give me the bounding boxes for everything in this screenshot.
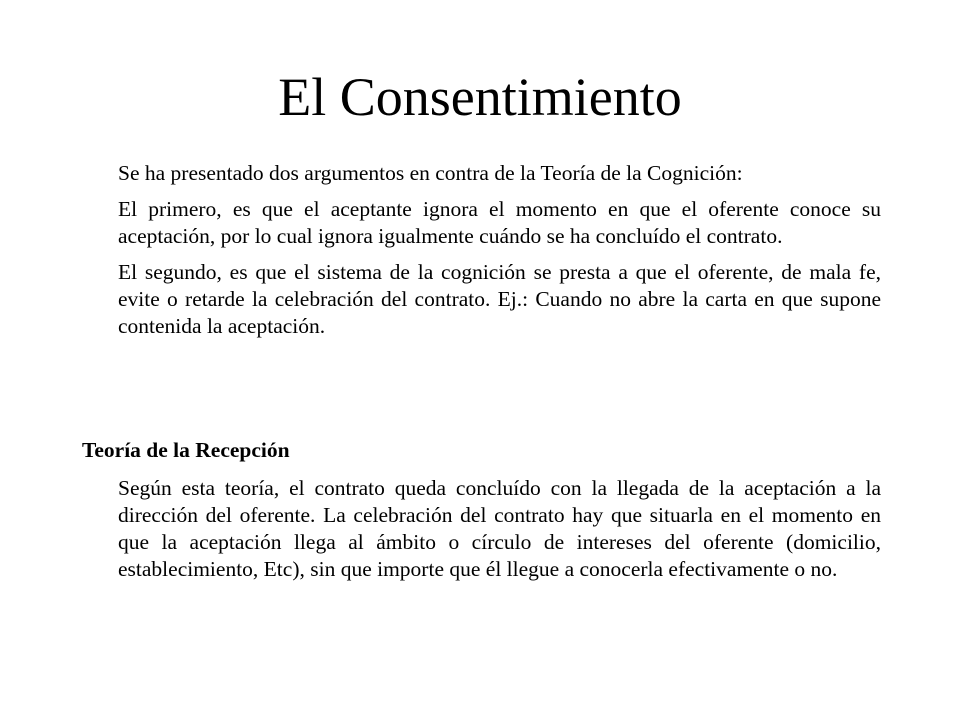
paragraph-second-argument: El segundo, es que el sistema de la cognición se presta a que el oferente, de mala fe, evite o retarde la celebración del contrato. Ej.: Cuando no abre la carta en que supone contenida la aceptación. xyxy=(118,260,881,338)
section-heading: Teoría de la Recepción xyxy=(82,438,290,462)
paragraph-intro: Se ha presentado dos argumentos en contra de la Teoría de la Cognición: xyxy=(118,161,743,185)
paragraph-first-argument: El primero, es que el aceptante ignora el momento en que el oferente conoce su aceptación, por lo cual ignora igualmente cuándo se ha concluído el contrato. xyxy=(118,197,881,248)
reception-theory xyxy=(118,475,881,583)
cognition-arguments xyxy=(118,160,881,340)
slide-title: El Consentimiento xyxy=(278,67,682,127)
paragraph-reception-theory: Según esta teoría, el contrato queda concluído con la llegada de la aceptación a la dirección del oferente. La celebración del contrato hay que situarla en el momento en que la aceptación llega al ámbito o círculo de intereses del oferente (domicilio, establecimiento, Etc), sin que importe que él llegue a conocerla efectivamente o no. xyxy=(118,476,881,581)
